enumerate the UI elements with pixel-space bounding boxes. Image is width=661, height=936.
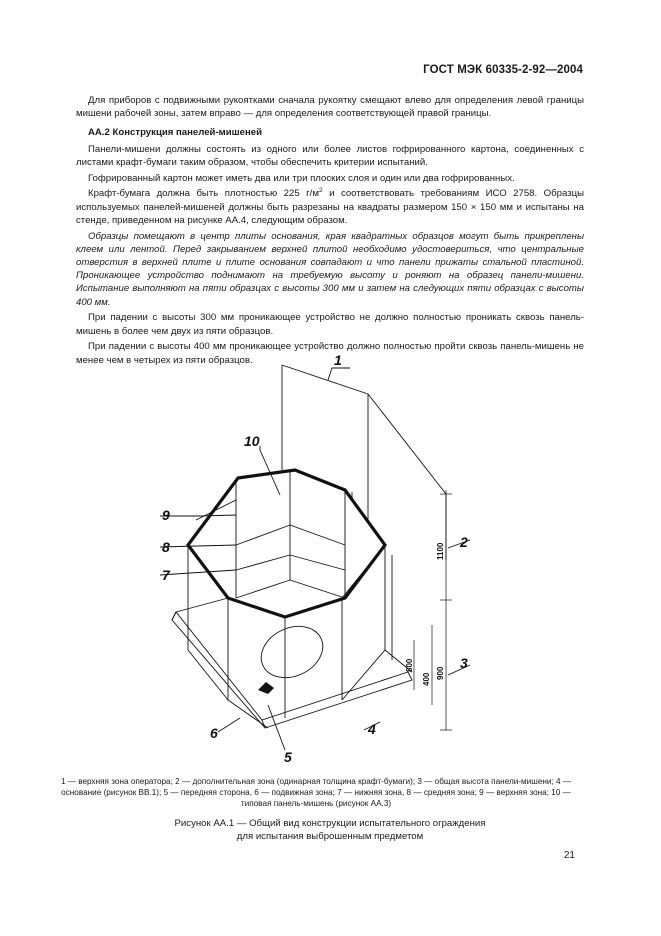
center-hole — [253, 617, 331, 688]
label-5: 5 — [284, 749, 292, 765]
paragraph-400mm: При падении с высоты 400 мм проникающее устройство должно полностью пройти сквозь панель-мишень не менее чем в четырех из пяти образцов. — [76, 341, 584, 366]
paragraph-cardboard: Гофрированный картон может иметь два или три плоских слоя и один или два гофрированных. — [88, 172, 515, 184]
base-plate — [172, 612, 412, 728]
page-number: 21 — [563, 850, 575, 861]
paragraph-handles: Для приборов с подвижными рукоятками сначала рукоятку смещают влево для определения левой границы мишени рабочей зоны, затем вправо — для определения соответствующей правой границы. — [76, 95, 584, 120]
label-6: 6 — [210, 725, 218, 741]
caption-line-1: Рисунок АА.1 — Общий вид конструкции испытательного ограждения — [174, 818, 486, 829]
label-9: 9 — [162, 507, 170, 523]
label-4: 4 — [368, 721, 376, 737]
enclosure-drawing — [0, 340, 661, 780]
label-3: 3 — [460, 655, 468, 671]
typical-target-panel — [188, 470, 385, 617]
label-2: 2 — [460, 534, 468, 550]
paragraph-300mm: При падении с высоты 300 мм проникающее устройство не должно полностью проникать сквозь панель-мишень в более чем двух из пяти образцов. — [76, 312, 584, 337]
document-header: ГОСТ МЭК 60335-2-92—2004 — [423, 64, 583, 76]
dim-900: 900 — [436, 666, 445, 680]
dim-400: 400 — [422, 672, 431, 686]
dim-1100: 1100 — [436, 542, 445, 560]
label-7: 7 — [162, 567, 170, 583]
paragraph-samples: Образцы помещают в центр плиты основания, края квадратных образцов могут быть прикреплены клеем или лентой. Перед закрыванием верхней плитой необходимо удостовериться, что центральные отверстия в верхней плите и плите основания совпадают и что панели прижаты стальной пластиной. Проникающее устройство поднимают на требуемую высоту и роняют на образец панели-мишени. Испытание выполняют на пяти образцах с высоты 300 мм и затем на следующих пяти образцах с высоты 400 мм. — [76, 230, 584, 308]
label-8: 8 — [162, 539, 170, 555]
paragraph-panels: Панели-мишени должны состоять из одного или более листов гофрированного картона, соединенных с листами крафт-бумаги таким образом, чтобы обеспечить критерии испытаний. — [76, 143, 584, 168]
kraft-superscript: 2 — [318, 187, 323, 195]
kraft-text-end: и соответствовать требованиям ИСО 2758. Образцы используемых панелей-мишеней должны быть разрезаны на квадраты размером 150 × 150 мм и испытаны на стенде, приведенном на рисунке АА.4, следующим образом. — [76, 188, 584, 226]
paragraph-kraft — [76, 187, 584, 227]
caption-line-2: для испытания выброшенным предметом — [236, 830, 424, 842]
penetrator-icon — [258, 682, 274, 694]
dim-800: 800 — [405, 658, 414, 672]
label-1: 1 — [334, 352, 342, 368]
figure-caption — [120, 818, 540, 844]
figure-aa1 — [0, 340, 661, 780]
figure-legend: 1 — верхняя зона оператора; 2 — дополнительная зона (одинарная толщина крафт-бумаги); 3 — общая высота панели-мишени; 4 — основание (рисунок ВВ.1); 5 — передняя сторона, 6 — подвижная зона; 7 — нижняя зона, 8 — средняя зона; 9 — верхняя зона; 10 — типовая панель-мишень (рисунок АА.3) — [60, 777, 572, 808]
body-text — [76, 94, 584, 369]
kraft-text-start: Крафт-бумага должна быть плотностью 225 г/м — [88, 188, 319, 200]
label-10: 10 — [244, 433, 260, 449]
section-heading: АА.2 Конструкция панелей-мишеней — [88, 127, 263, 139]
